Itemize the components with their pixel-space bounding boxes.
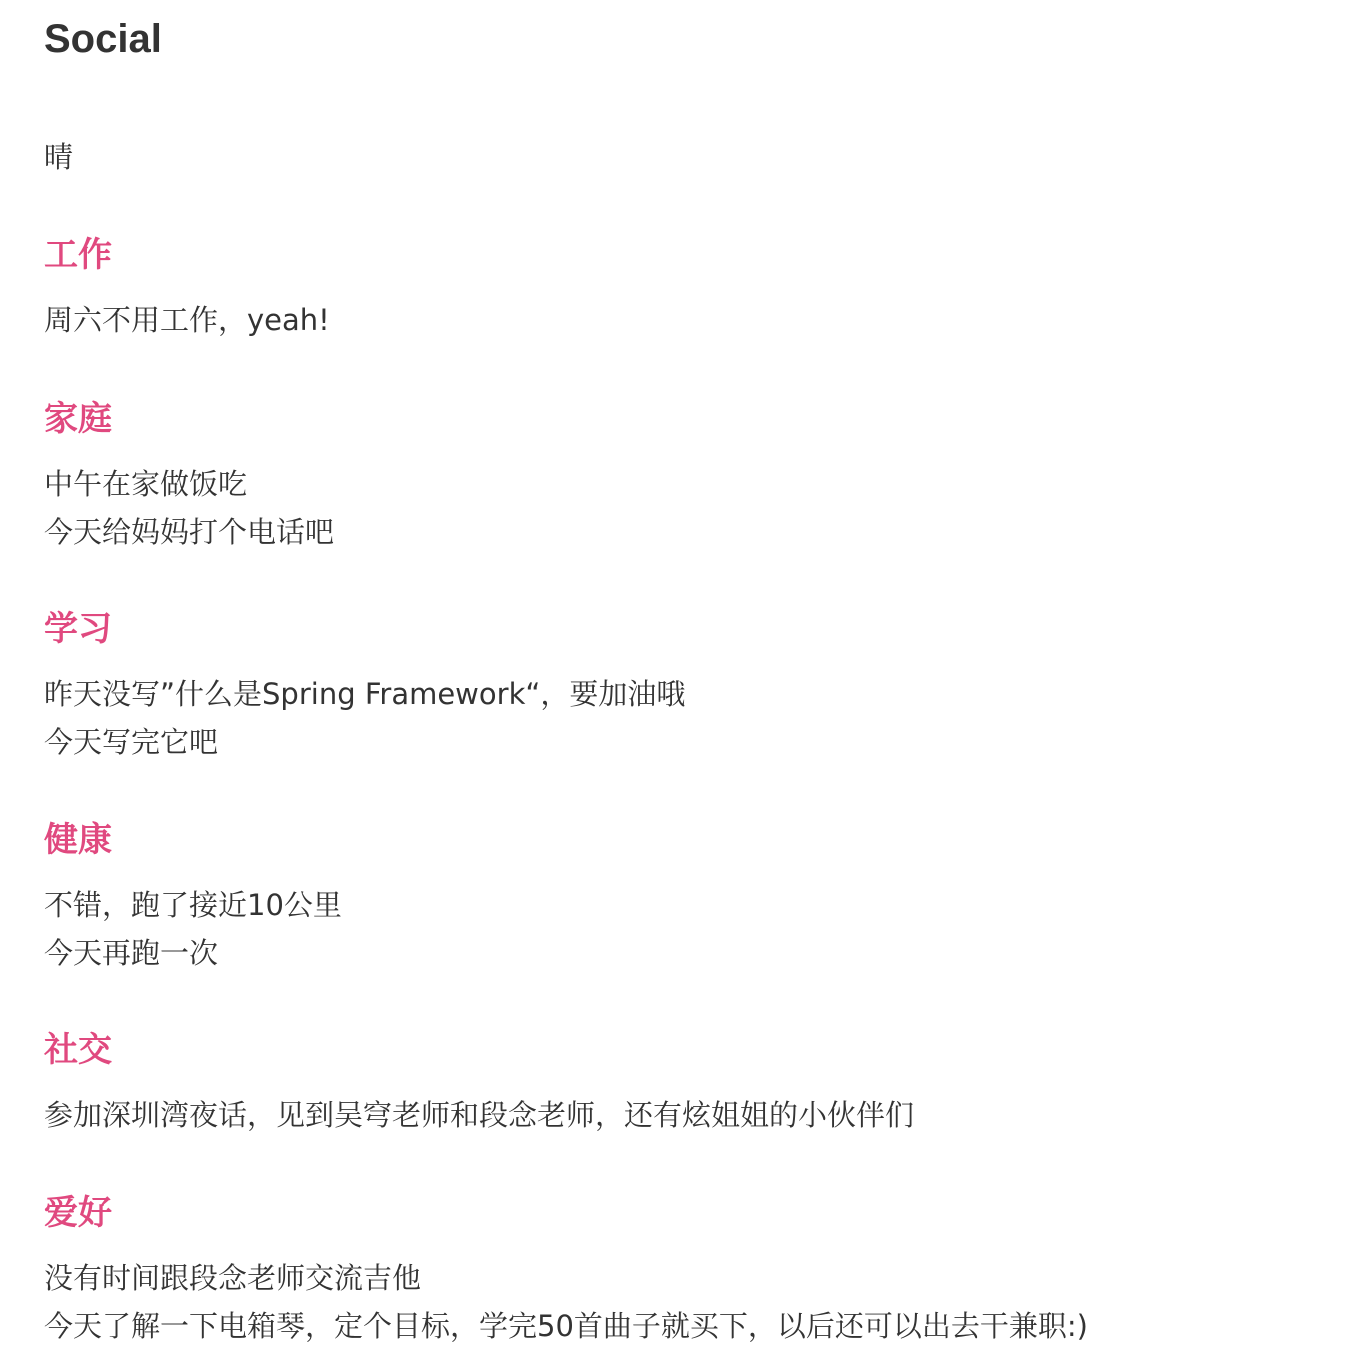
section-line: 今天写完它吧 [44, 725, 219, 759]
section-lines-study [44, 670, 1348, 766]
section-heading-work: 工作 [44, 235, 112, 275]
journal-page [44, 0, 1348, 1364]
section-lines-health [44, 881, 1348, 977]
section-heading-health: 健康 [44, 820, 112, 860]
section-lines-social [44, 1091, 1348, 1139]
section-work [44, 232, 1348, 344]
section-lines-work [44, 296, 1348, 344]
section-line: 中午在家做饭吃 [44, 467, 248, 501]
section-line: 没有时间跟段念老师交流吉他 [44, 1261, 422, 1295]
weather-text: 晴 [44, 140, 74, 174]
section-line: 今天了解一下电箱琴，定个目标，学完50首曲子就买下，以后还可以出去干兼职:) [44, 1309, 1088, 1343]
section-study [44, 606, 1348, 766]
section-heading-study: 学习 [44, 609, 112, 649]
section-heading-social: 社交 [44, 1030, 112, 1070]
section-line: 参加深圳湾夜话，见到吴穹老师和段念老师，还有炫姐姐的小伙伴们 [44, 1098, 915, 1132]
section-line: 不错，跑了接近10公里 [44, 888, 342, 922]
section-line: 今天给妈妈打个电话吧 [44, 515, 335, 549]
section-lines-family [44, 460, 1348, 556]
section-heading-family: 家庭 [44, 399, 112, 439]
section-heading-hobby: 爱好 [44, 1193, 112, 1233]
section-family [44, 396, 1348, 556]
section-line: 今天再跑一次 [44, 936, 219, 970]
page-title: Social [44, 17, 162, 61]
section-health [44, 817, 1348, 977]
section-lines-hobby [44, 1254, 1348, 1350]
section-hobby [44, 1190, 1348, 1350]
section-social [44, 1027, 1348, 1139]
section-line: 昨天没写”什么是Spring Framework“，要加油哦 [44, 677, 686, 711]
section-line: 周六不用工作，yeah! [44, 303, 330, 337]
